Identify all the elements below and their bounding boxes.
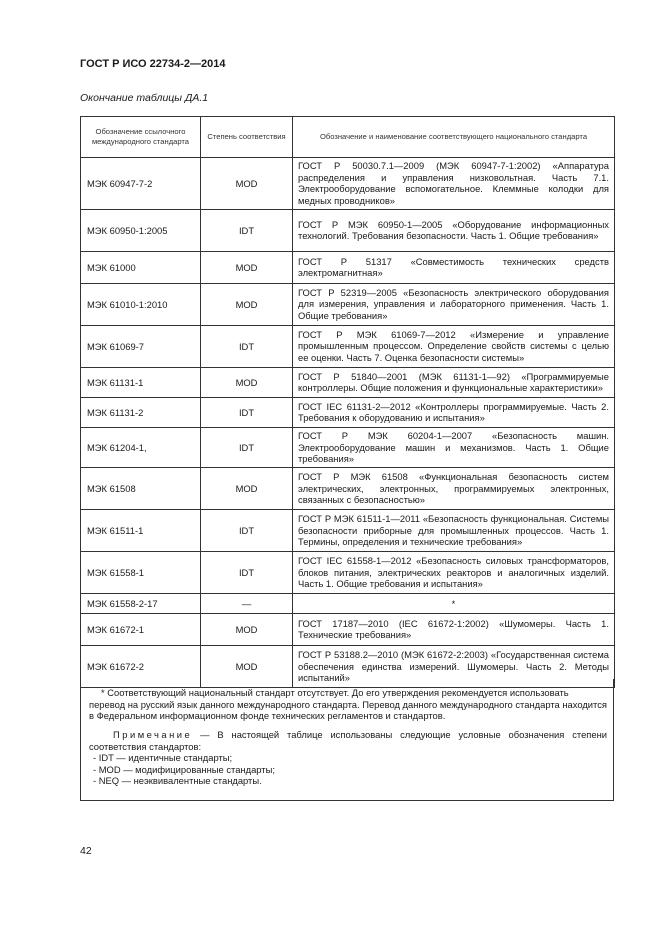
national-standard-cell: ГОСТ Р 51840—2001 (МЭК 61131-1—92) «Программируемые контроллеры. Общие положения и функциональные характеристики» <box>293 367 615 397</box>
national-standard-cell: ГОСТ Р МЭК 61069-7—2012 «Измерение и управление промышленным процессом. Определение свойств системы с целью ее оценки. Часть 7. Оценка безопасности системы» <box>293 325 615 367</box>
table-row <box>81 509 615 551</box>
header-national-standard: Обозначение и наименование соответствующего национального стандарта <box>293 117 615 158</box>
standards-table <box>80 116 615 688</box>
national-standard-cell: ГОСТ Р МЭК 61508 «Функциональная безопасность систем электрических, электронных, программируемых электронных, связанных с безопасностью» <box>293 467 615 509</box>
degree-cell: IDT <box>201 427 293 467</box>
reference-cell: МЭК 61511-1 <box>81 509 201 551</box>
footnote <box>89 687 607 722</box>
national-standard-cell: * <box>293 593 615 613</box>
reference-cell: МЭК 61131-1 <box>81 367 201 397</box>
reference-cell: МЭК 61508 <box>81 467 201 509</box>
reference-cell: МЭК 61672-2 <box>81 645 201 687</box>
national-standard-cell: ГОСТ Р 52319—2005 «Безопасность электрического оборудования для измерения, управления и лабораторного применения. Часть 1. Общие требования» <box>293 283 615 325</box>
header-degree: Степень соответствия <box>201 117 293 158</box>
table-row <box>81 251 615 283</box>
note <box>89 729 607 787</box>
table-row <box>81 158 615 210</box>
national-standard-cell: ГОСТ Р 50030.7.1—2009 (МЭК 60947-7-1:2002) «Аппаратура распределения и управления низковольтная. Часть 7.1. Электрооборудование вспомогательное. Клеммные колодки для медных проводников» <box>293 158 615 210</box>
reference-cell: МЭК 61672-1 <box>81 613 201 645</box>
table-row <box>81 427 615 467</box>
note-item-idt: - IDT — идентичные стандарты; <box>93 752 233 764</box>
table-row <box>81 397 615 427</box>
degree-cell: MOD <box>201 158 293 210</box>
table-footnotes <box>80 679 614 801</box>
reference-cell: МЭК 61010-1:2010 <box>81 283 201 325</box>
degree-cell: — <box>201 593 293 613</box>
note-item-neq: - NEQ — неэквивалентные стандарты. <box>93 775 262 787</box>
national-standard-cell: ГОСТ IEC 61131-2—2012 «Контроллеры программируемые. Часть 2. Требования к оборудованию и испытания» <box>293 397 615 427</box>
degree-cell: IDT <box>201 209 293 251</box>
note-item-mod: - MOD — модифицированные стандарты; <box>93 763 275 775</box>
degree-cell: IDT <box>201 509 293 551</box>
degree-cell: MOD <box>201 283 293 325</box>
footnote-line-2: перевод на русский язык данного международного стандарта. Перевод данного международного стандарта находится в Федеральном информационном фонде технических регламентов и стандартов. <box>89 698 607 722</box>
table-row <box>81 209 615 251</box>
reference-cell: МЭК 61131-2 <box>81 397 201 427</box>
reference-cell: МЭК 60950-1:2005 <box>81 209 201 251</box>
footnote-line-1: * Соответствующий национальный стандарт отсутствует. До его утверждения рекомендуется использовать <box>101 687 569 698</box>
reference-cell: МЭК 61558-1 <box>81 551 201 593</box>
table-row <box>81 551 615 593</box>
national-standard-cell: ГОСТ Р 53188.2—2010 (МЭК 61672-2:2003) «Государственная система обеспечения единства измерений. Шумомеры. Часть 2. Методы испытаний» <box>293 645 615 687</box>
degree-cell: IDT <box>201 551 293 593</box>
degree-cell: MOD <box>201 467 293 509</box>
table-caption: Окончание таблицы ДА.1 <box>80 92 209 104</box>
degree-cell: MOD <box>201 613 293 645</box>
reference-cell: МЭК 61069-7 <box>81 325 201 367</box>
degree-cell: MOD <box>201 645 293 687</box>
note-text: — В настоящей таблице использованы следующие условные обозначения степени соответствия стандартов: <box>89 729 607 752</box>
note-label: Примечание <box>113 729 193 740</box>
document-code: ГОСТ Р ИСО 22734-2—2014 <box>80 58 226 70</box>
national-standard-cell: ГОСТ Р МЭК 60950-1—2005 «Оборудование информационных технологий. Требования безопасности. Часть 1. Общие требования» <box>293 209 615 251</box>
reference-cell: МЭК 61204-1, <box>81 427 201 467</box>
degree-cell: IDT <box>201 397 293 427</box>
table-row <box>81 613 615 645</box>
reference-cell: МЭК 61558-2-17 <box>81 593 201 613</box>
header-reference-standard: Обозначение ссылочного международного стандарта <box>81 117 201 158</box>
national-standard-cell: ГОСТ Р МЭК 61511-1—2011 «Безопасность функциональная. Системы безопасности приборные для промышленных процессов. Часть 1. Термины, определения и технические требования» <box>293 509 615 551</box>
table-row <box>81 283 615 325</box>
table-row <box>81 367 615 397</box>
reference-cell: МЭК 60947-7-2 <box>81 158 201 210</box>
national-standard-cell: ГОСТ Р 51317 «Совместимость технических средств электромагнитная» <box>293 251 615 283</box>
degree-cell: IDT <box>201 325 293 367</box>
table-row <box>81 467 615 509</box>
degree-cell: MOD <box>201 367 293 397</box>
reference-cell: МЭК 61000 <box>81 251 201 283</box>
note-head <box>89 729 607 752</box>
national-standard-cell: ГОСТ 17187—2010 (IEC 61672-1:2002) «Шумомеры. Часть 1. Технические требования» <box>293 613 615 645</box>
table-header-row <box>81 117 615 158</box>
page-number: 42 <box>80 845 92 857</box>
degree-cell: MOD <box>201 251 293 283</box>
table-row <box>81 593 615 613</box>
table-row <box>81 325 615 367</box>
national-standard-cell: ГОСТ IEC 61558-1—2012 «Безопасность силовых трансформаторов, блоков питания, электрических реакторов и аналогичных изделий. Часть 1. Общие требования и испытания» <box>293 551 615 593</box>
national-standard-cell: ГОСТ Р МЭК 60204-1—2007 «Безопасность машин. Электрооборудование машин и механизмов. Часть 1. Общие требования» <box>293 427 615 467</box>
